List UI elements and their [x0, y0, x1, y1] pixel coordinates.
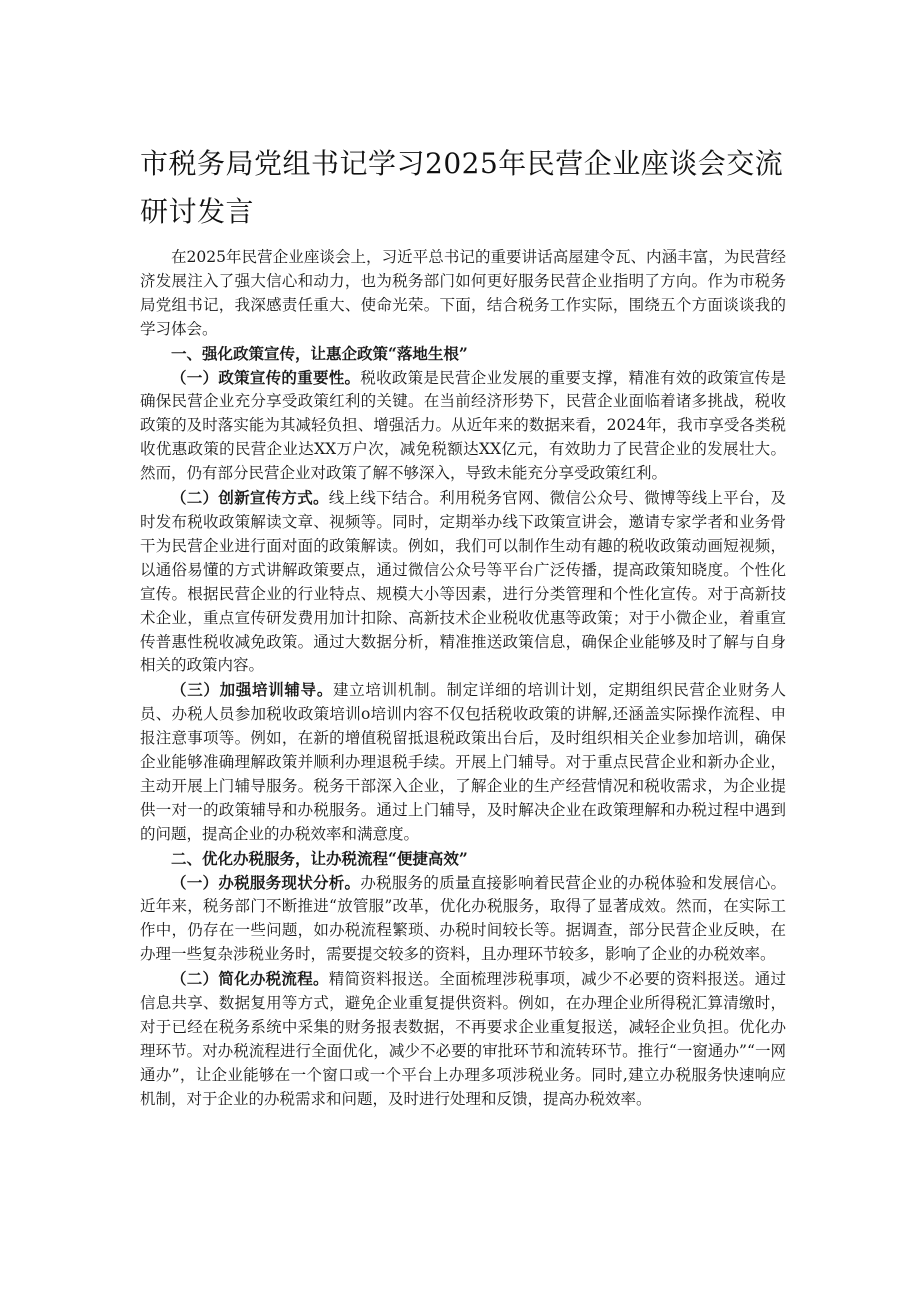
- subsection-paragraph-1-1: [140, 366, 786, 487]
- subsection-lead-1-1: （一）政策宣传的重要性。: [171, 367, 361, 387]
- subsection-lead-1-3: （三）加强培训辅导。: [171, 680, 334, 700]
- subsection-lead-2-1: （一）办税服务现状分析。: [171, 872, 361, 892]
- subsection-text-2-1: 办税服务的质量直接影响着民营企业的办税体验和发展信心。近年来，税务部门不断推进“放管服”改革，优化办税服务，取得了显著成效。然而，在实际工作中，仍存在一些问题，如办税流程繁琐、办税时间较长等。据调查，部分民营企业反映，在办理一些复杂涉税业务时，需要提交较多的资料，且办理环节较多，影响了企业的办税效率。: [140, 873, 786, 964]
- subsection-text-1-3: 建立培训机制。制定详细的培训计划，定期组织民营企业财务人员、办税人员参加税收政策培训o培训内容不仅包括税收政策的讲解,还涵盖实际操作流程、申报注意事项等。例如，在新的增值税留抵退税政策出台后，及时组织相关企业参加培训，确保企业能够准确理解政策并顺利办理退税手续。开展上门辅导。对于重点民营企业和新办企业，主动开展上门辅导服务。税务干部深入企业，了解企业的生产经营情况和税收需求，为企业提供一对一的政策辅导和办税服务。通过上门辅导，及时解决企业在政策理解和办税过程中遇到的问题，提高企业的办税效率和满意度。: [140, 681, 786, 843]
- document-body: [140, 246, 786, 1112]
- intro-paragraph: 在2025年民营企业座谈会上，习近平总书记的重要讲话高屋建令瓦、内涵丰富，为民营经济发展注入了强大信心和动力，也为税务部门如何更好服务民营企业指明了方向。作为市税务局党组书记，我深感责任重大、使命光荣。下面，结合税务工作实际，围绕五个方面谈谈我的学习体会。: [140, 248, 786, 338]
- section-heading-1: 一、强化政策宣传，让惠企政策“落地生根”: [171, 343, 468, 363]
- subsection-paragraph-2-2: [140, 967, 786, 1111]
- subsection-paragraph-1-3: [140, 678, 786, 846]
- section-heading-2: 二、优化办税服务，让办税流程“便捷高效”: [171, 848, 468, 868]
- subsection-text-1-1: 税收政策是民营企业发展的重要支撑，精准有效的政策宣传是确保民营企业充分享受政策红利的关键。在当前经济形势下，民营企业面临着诸多挑战，税收政策的及时落实能为其减轻负担、增强活力。从近年来的数据来看，2024年，我市享受各类税收优惠政策的民营企业达XX万户次，减免税额达XX亿元，有效助力了民营企业的发展壮大。然而，仍有部分民营企业对政策了解不够深入，导致未能充分享受政策红利。: [140, 368, 786, 483]
- subsection-paragraph-1-2: [140, 486, 786, 678]
- title-line-2: 研讨发言: [140, 195, 255, 228]
- document-title: [140, 140, 820, 236]
- subsection-paragraph-2-1: [140, 871, 786, 968]
- subsection-lead-1-2: （二）创新宣传方式。: [171, 488, 329, 508]
- subsection-text-2-2: 精简资料报送。全面梳理涉税事项，减少不必要的资料报送。通过信息共享、数据复用等方式，避免企业重复提供资料。例如，在办理企业所得税汇算清缴时，对于已经在税务系统中采集的财务报表数据，不再要求企业重复报送，减轻企业负担。优化办理环节。对办税流程进行全面优化，减少不必要的审批环节和流转环节。推行“一窗通办”“一网通办”，让企业能够在一个窗口或一个平台上办理多项涉税业务。同时,建立办税服务快速响应机制，对于企业的办税需求和问题，及时进行处理和反馈，提高办税效率。: [140, 970, 786, 1108]
- subsection-lead-2-2: （二）简化办税流程。: [171, 969, 329, 989]
- title-line-1: 市税务局党组书记学习2025年民营企业座谈会交流: [140, 147, 784, 180]
- subsection-text-1-2: 线上线下结合。利用税务官网、微信公众号、微博等线上平台，及时发布税收政策解读文章、视频等。同时，定期举办线下政策宣讲会，邀请专家学者和业务骨干为民营企业进行面对面的政策解读。例如，我们可以制作生动有趣的税收政策动画短视频，以通俗易懂的方式讲解政策要点，通过微信公众号等平台广泛传播，提高政策知晓度。个性化宣传。根据民营企业的行业特点、规模大小等因素，进行分类管理和个性化宣传。对于高新技术企业，重点宣传研发费用加计扣除、高新技术企业税收优惠等政策；对于小微企业，着重宣传普惠性税收减免政策。通过大数据分析，精准推送政策信息，确保企业能够及时了解与自身相关的政策内容。: [140, 489, 786, 675]
